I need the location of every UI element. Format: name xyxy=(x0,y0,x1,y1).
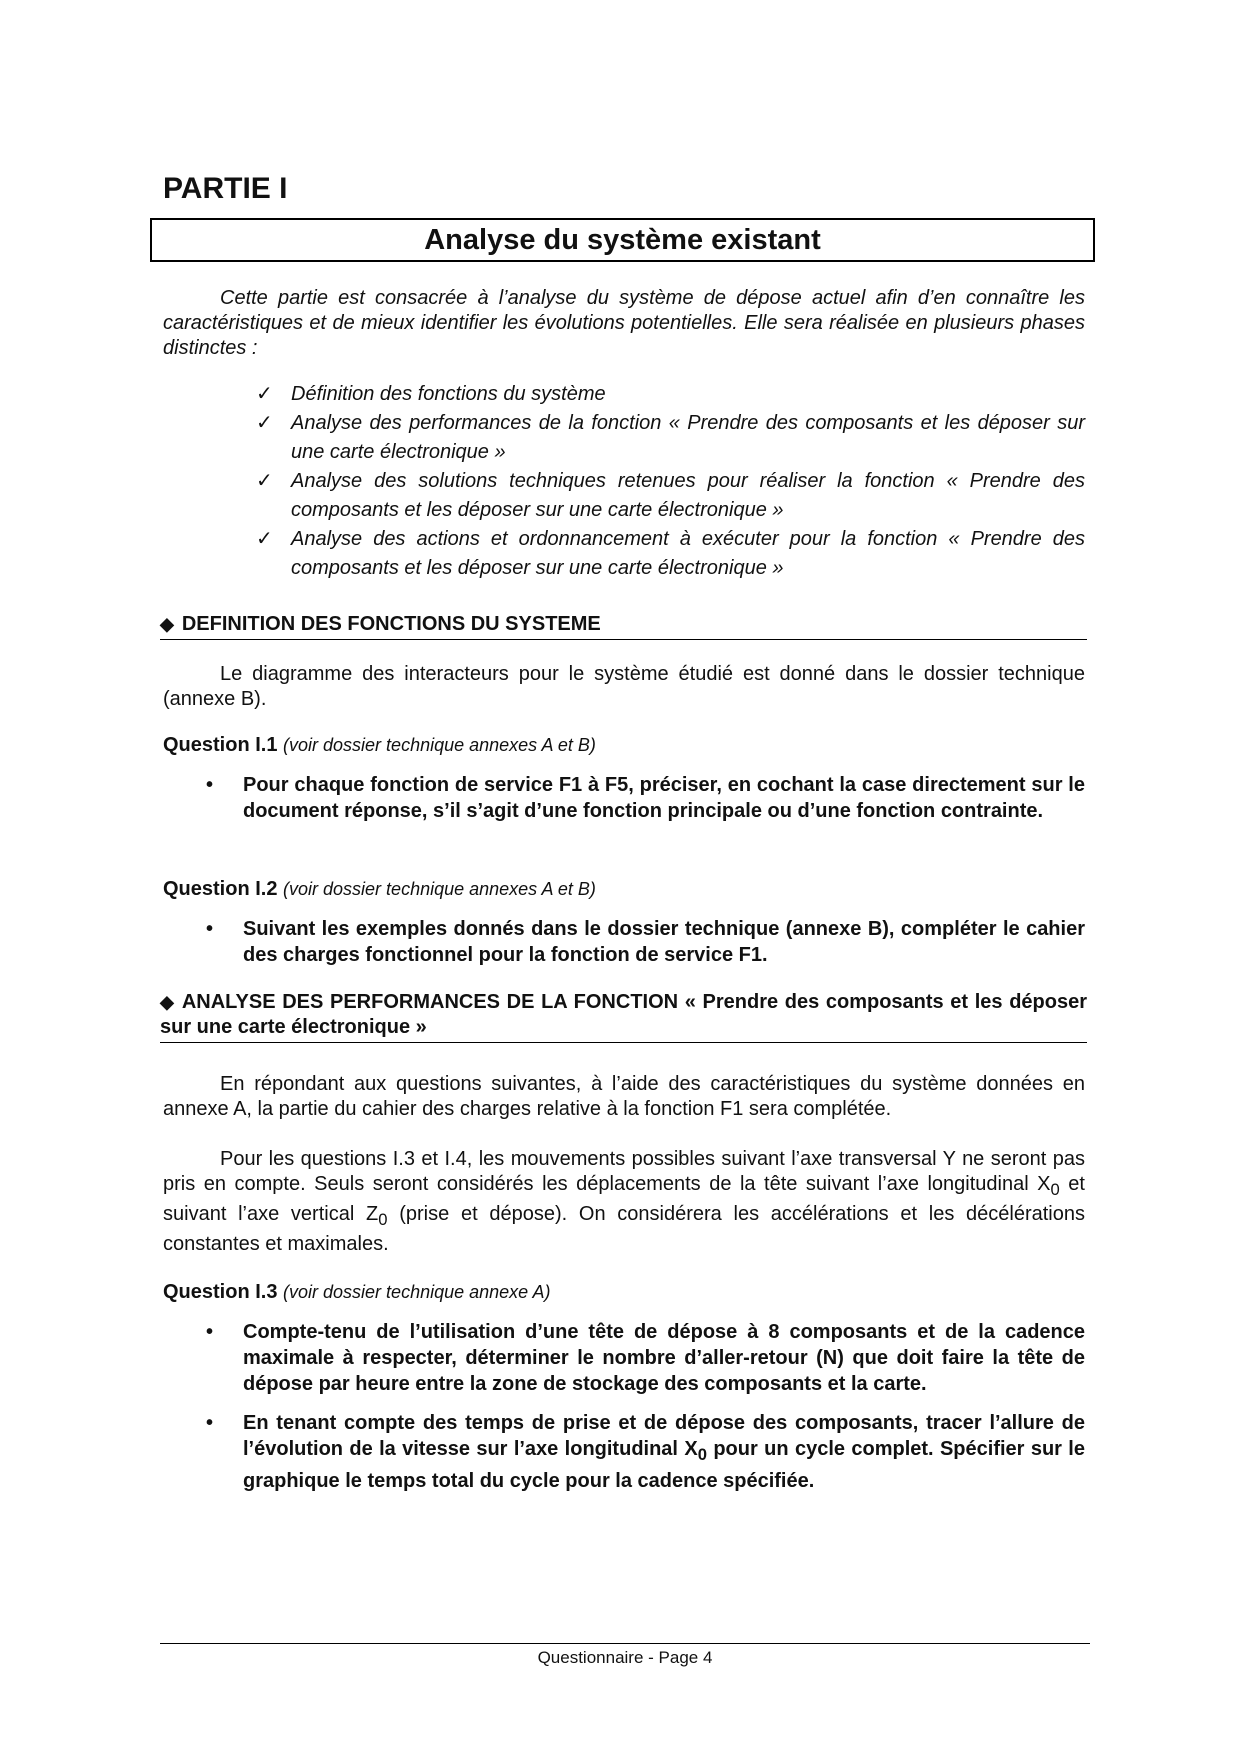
section-title-box: Analyse du système existant xyxy=(150,218,1095,262)
part-heading: PARTIE I xyxy=(163,172,288,205)
bullet-icon: • xyxy=(206,1321,214,1343)
footer-divider xyxy=(160,1643,1090,1644)
diamond-icon: ◆ xyxy=(160,992,174,1012)
list-item: • Suivant les exemples donnés dans le dossier technique (annexe B), compléter le cahier des charges fonctionnel pour la fonction de service F1. xyxy=(206,918,1085,966)
section-heading-definition: ◆ DEFINITION DES FONCTIONS DU SYSTEME xyxy=(160,612,1087,640)
question-2-items xyxy=(206,916,1085,981)
question-1-items xyxy=(206,772,1085,837)
bullet-icon: • xyxy=(206,1412,214,1434)
diamond-icon: ◆ xyxy=(160,614,174,634)
list-item: • Compte-tenu de l’utilisation d’une tête de dépose à 8 composants et de la cadence maximale à respecter, déterminer le nombre d’aller-retour (N) que doit faire la tête de dépose par heure entre la zone de stockage des composants et la carte. xyxy=(206,1321,1085,1395)
list-item: • Pour chaque fonction de service F1 à F5, préciser, en cochant la case directement sur le document réponse, s’il s’agit d’une fonction principale ou d’une fonction contrainte. xyxy=(206,774,1085,822)
intro-paragraph: Cette partie est consacrée à l’analyse du système de dépose actuel afin d’en connaître les caractéristiques et de mieux identifier les évolutions potentielles. Elle sera réalisée en plusieurs phases distinctes : xyxy=(163,287,1085,359)
question-2-heading: Question I.2 (voir dossier technique annexes A et B) xyxy=(163,878,596,900)
question-1-heading: Question I.1 (voir dossier technique annexes A et B) xyxy=(163,734,596,756)
list-item: ✓ Analyse des performances de la fonction « Prendre des composants et les déposer sur une carte électronique » xyxy=(256,409,1085,467)
section2-paragraph-1: En répondant aux questions suivantes, à l’aide des caractéristiques du système données en annexe A, la partie du cahier des charges relative à la fonction F1 sera complétée. xyxy=(163,1073,1085,1120)
bullet-icon: • xyxy=(206,918,214,940)
question-3-heading: Question I.3 (voir dossier technique annexe A) xyxy=(163,1281,551,1303)
list-item: ✓ Analyse des solutions techniques retenues pour réaliser la fonction « Prendre des composants et les déposer sur une carte électronique » xyxy=(256,467,1085,525)
section-heading-performances: ◆ ANALYSE DES PERFORMANCES DE LA FONCTION « Prendre des composants et les déposer sur une carte électronique » xyxy=(160,990,1087,1043)
checkmark-icon: ✓ xyxy=(256,528,273,550)
section2-paragraph-2: Pour les questions I.3 et I.4, les mouvements possibles suivant l’axe transversal Y ne seront pas pris en compte. Seuls seront considérés les déplacements de la tête suivant l’axe longitudinal $X_0$ et suivant l’axe vertical $Z_0$ (prise et dépose). On considérera les accélérations et les décélérations constantes et maximales. xyxy=(163,1148,1085,1255)
question-3-items xyxy=(206,1319,1085,1507)
section1-paragraph: Le diagramme des interacteurs pour le système étudié est donné dans le dossier technique (annexe B). xyxy=(163,663,1085,710)
list-item: • En tenant compte des temps de prise et de dépose des composants, tracer l’allure de l’évolution de la vitesse sur l’axe longitudinal $X_0$ pour un cycle complet. Spécifier sur le graphique le temps total du cycle pour la cadence spécifiée. xyxy=(206,1412,1085,1492)
bullet-icon: • xyxy=(206,774,214,796)
page-footer: Questionnaire - Page 4 xyxy=(537,1648,713,1667)
checkmark-icon: ✓ xyxy=(256,470,273,492)
list-item: ✓ Analyse des actions et ordonnancement à exécuter pour la fonction « Prendre des composants et les déposer sur une carte électronique » xyxy=(256,525,1085,583)
list-item: ✓ Définition des fonctions du système xyxy=(256,380,1085,409)
checkmark-icon: ✓ xyxy=(256,383,273,405)
phase-list xyxy=(256,380,1085,583)
checkmark-icon: ✓ xyxy=(256,412,273,434)
